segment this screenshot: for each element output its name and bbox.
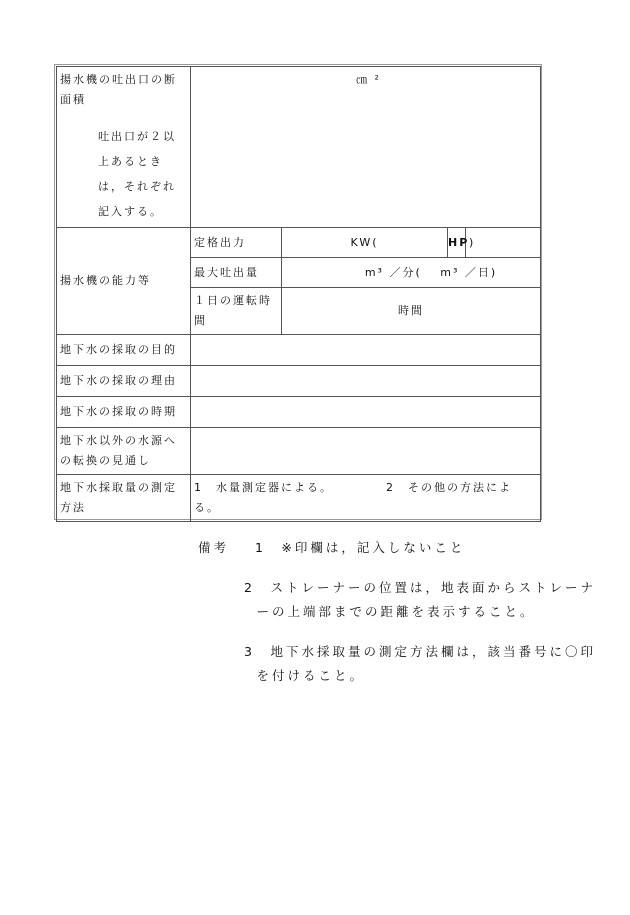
switch-value[interactable]: [191, 428, 541, 475]
purpose-row: [57, 335, 541, 366]
rated-output-kw-unit: KW(: [350, 235, 379, 249]
outlet-note: 吐出口が２以上あるときは，それぞれ記入する。: [98, 130, 176, 218]
reason-row: [57, 366, 541, 397]
purpose-value[interactable]: [191, 335, 541, 366]
measure-option-1[interactable]: 1 水量測定器による。: [194, 481, 333, 494]
measure-options-cell: [191, 475, 541, 522]
daily-hours-unit: 時間: [398, 304, 425, 317]
remarks-item-2: 2 ストレーナーの位置は，地表面からストレーナーの上端部までの距離を表示すること。: [244, 580, 596, 619]
remarks-first-line: [198, 536, 598, 560]
period-label: 地下水の採取の時期: [57, 397, 191, 428]
outlet-label-cell: [57, 67, 191, 228]
outlet-value-cell[interactable]: [191, 67, 541, 228]
reason-label: 地下水の採取の理由: [57, 366, 191, 397]
max-discharge-label: 最大吐出量: [191, 258, 282, 288]
rated-output-hp-value-cell[interactable]: [466, 228, 541, 258]
outlet-label: 揚水機の吐出口の断面積: [60, 73, 177, 106]
capacity-rated-row: [57, 228, 541, 258]
remarks-item-3: 3 地下水採取量の測定方法欄は，該当番号に〇印を付けること。: [244, 644, 596, 683]
period-value[interactable]: [191, 397, 541, 428]
rated-output-label: 定格出力: [191, 228, 282, 258]
measure-row: [57, 475, 541, 522]
rated-output-hp-unit: HP: [448, 235, 470, 249]
remarks-heading: 備考: [198, 540, 230, 555]
measure-option-2[interactable]: 2 その他の方法による。: [194, 481, 512, 514]
measure-label: 地下水採取量の測定方法: [57, 475, 191, 522]
purpose-label: 地下水の採取の目的: [57, 335, 191, 366]
switch-row: [57, 428, 541, 475]
period-row: [57, 397, 541, 428]
daily-hours-label: １日の運転時間: [191, 288, 282, 335]
rated-output-kw-cell[interactable]: [282, 228, 448, 258]
remarks: [198, 536, 598, 688]
outlet-unit: ㎝ ²: [356, 73, 381, 86]
max-discharge-unit: m³ ／分( m³ ／日): [364, 265, 498, 279]
remarks-item-1: 1 ※印欄は，記入しないこと: [254, 540, 466, 555]
daily-hours-value-cell[interactable]: [282, 288, 541, 335]
max-discharge-value-cell[interactable]: [282, 258, 541, 288]
outlet-row: [57, 67, 541, 228]
reason-value[interactable]: [191, 366, 541, 397]
capacity-label: 揚水機の能力等: [57, 228, 191, 335]
rated-output-close: ): [469, 235, 476, 249]
application-form-table: [56, 66, 541, 522]
switch-label: 地下水以外の水源への転換の見通し: [57, 428, 191, 475]
rated-output-hp-cell: [448, 228, 470, 258]
